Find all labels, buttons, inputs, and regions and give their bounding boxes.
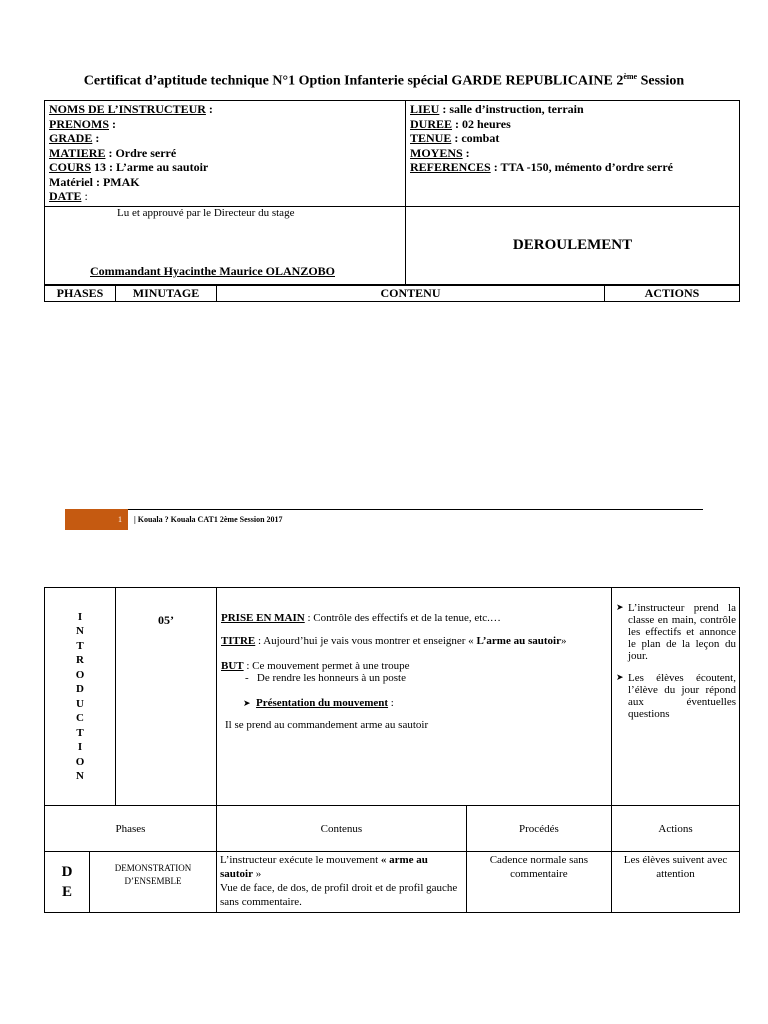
intro-phase-letter: O <box>75 755 85 768</box>
intro-phase-letter: T <box>76 639 84 652</box>
demo-phase-inner <box>45 852 216 912</box>
deroulement-heading: DEROULEMENT <box>512 237 633 253</box>
demo-subphase: DEMONSTRATION D’ENSEMBLE <box>114 863 192 886</box>
intro-phase-letter: C <box>76 712 84 724</box>
page-number: 1 <box>118 515 122 524</box>
instructor-info-cell: NOMS DE L’INSTRUCTEUR : PRENOMS : GRADE : MATIERE : Ordre serré COURS 13 : L’arme au sautoir Matériel : PMAK DATE : <box>45 101 406 207</box>
intro-phase-letter: D <box>76 683 84 695</box>
header-table <box>44 100 740 285</box>
demo-contenu: L’instructeur exécute le mouvement « arme au sautoir » Vue de face, de dos, de profil droit et de profil gauche sans commentaire. <box>217 852 467 913</box>
intro-phase-letter: N <box>76 625 84 637</box>
head-actions: Actions <box>612 806 740 852</box>
column-header-table <box>44 285 740 302</box>
intro-minutage: 05’ <box>158 612 174 627</box>
footer-rule <box>128 509 703 510</box>
approval-text: Lu et approuvé par le Directeur du stage <box>117 207 295 219</box>
demo-procede: Cadence normale sans commentaire <box>466 852 611 913</box>
presentation-heading: ➤ Présentation du mouvement : <box>243 697 394 709</box>
intro-phase-letter: U <box>76 697 84 710</box>
intro-phase-letters <box>45 610 115 784</box>
intro-phase-cell <box>45 588 116 806</box>
col-minutage: MINUTAGE <box>116 286 217 302</box>
col-phases: PHASES <box>45 286 116 302</box>
intro-phase-letter: I <box>77 741 83 753</box>
intro-phase-letter: O <box>75 668 85 681</box>
col-contenu: CONTENU <box>217 286 605 302</box>
intro-content-cell <box>217 588 612 806</box>
prise-en-main: PRISE EN MAIN : Contrôle des effectifs et de la tenue, etc.… <box>221 612 501 624</box>
titre-line: TITRE : Aujourd’hui je vais vous montrer et enseigner « L’arme au sautoir» <box>221 635 567 647</box>
intro-phase-letter: I <box>77 610 83 623</box>
intro-minutage-cell <box>116 588 217 806</box>
course-info-cell: LIEU : salle d’instruction, terrain DUREE : 02 heures TENUE : combat MOYENS : REFERENCES : TTA -150, mémento d’ordre serré <box>406 101 740 207</box>
approval-cell <box>45 207 406 285</box>
signatory-name: Commandant Hyacinthe Maurice OLANZOBO <box>90 264 335 278</box>
arrow-bullet-icon: ➤ <box>243 698 251 708</box>
demo-phase-letters: D E <box>45 852 90 912</box>
but-line: BUT : Ce mouvement permet à une troupe <box>221 660 410 672</box>
head-procedes: Procédés <box>466 806 611 852</box>
head-phases: Phases <box>45 806 217 852</box>
deroulement-cell <box>406 207 740 285</box>
footer-text: | Kouala ? Kouala CAT1 2ème Session 2017 <box>134 515 283 524</box>
intro-phase-letter: N <box>76 770 84 782</box>
lesson-table <box>44 587 740 913</box>
demo-phase-cell <box>45 852 217 913</box>
col-actions: ACTIONS <box>605 286 740 302</box>
intro-actions-cell <box>612 588 740 806</box>
but-item: - De rendre les honneurs à un poste <box>245 672 406 684</box>
intro-phase-letter: T <box>76 726 84 739</box>
demo-action: Les élèves suivent avec attention <box>612 852 740 913</box>
intro-phase-letter: R <box>76 654 84 666</box>
prend-text: Il se prend au commandement arme au sautoir <box>225 719 429 731</box>
head-contenus: Contenus <box>217 806 467 852</box>
document-title: Certificat d’aptitude technique N°1 Option Infanterie spécial GARDE REPUBLICAINE 2ème Session <box>83 72 685 89</box>
action-item-1: ➤ L’instructeur prend la classe en main, contrôle les effectifs et annonce le plan de la leçon du jour. <box>616 602 736 662</box>
action-item-2: ➤ Les élèves écoutent, l’élève du jour répond aux éventuelles questions <box>616 672 736 720</box>
